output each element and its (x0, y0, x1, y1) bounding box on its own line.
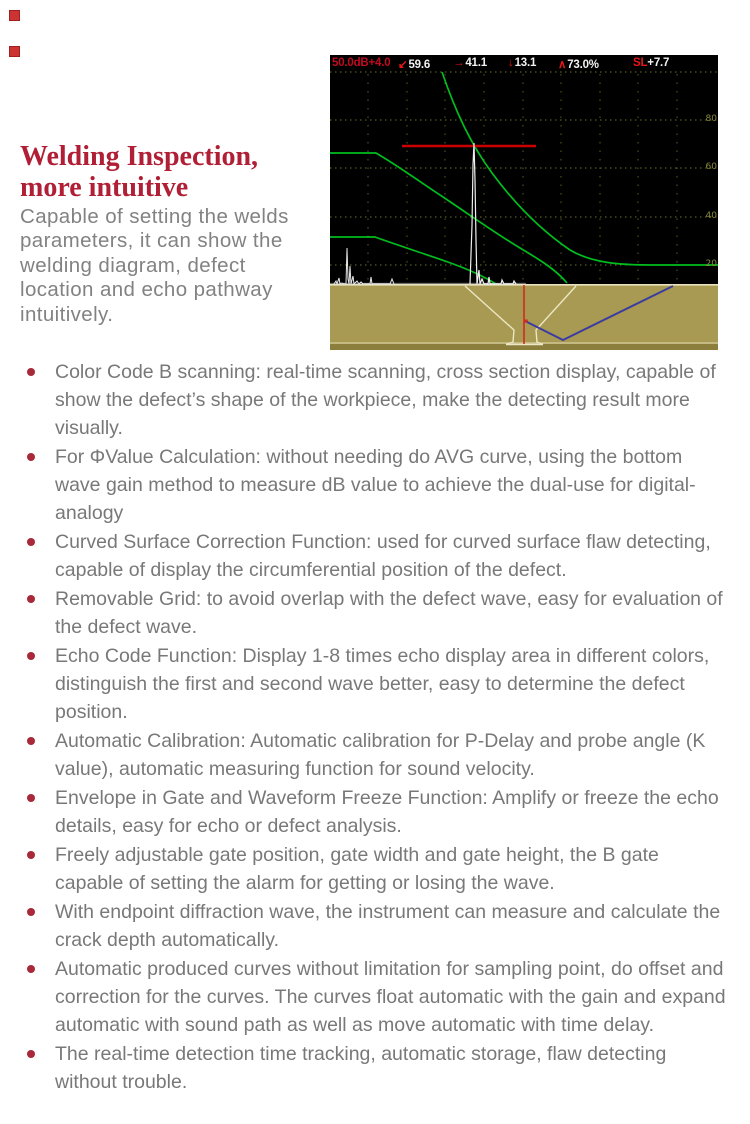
bullet-icon (27, 1050, 35, 1058)
scale-label: 40 (705, 211, 717, 221)
scale-label: 60 (705, 162, 717, 172)
list-item (20, 1040, 727, 1096)
feature-text: Freely adjustable gate position, gate width and gate height, the B gate capable of setting the alarm for getting or losing the wave. (55, 844, 659, 894)
bullet-icon (27, 965, 35, 973)
list-item (20, 841, 727, 897)
sound-path-readout (398, 57, 430, 71)
bullet-icon (27, 652, 35, 660)
list-item (20, 898, 727, 954)
gain-readout: 50.0dB+4.0 (332, 57, 391, 69)
page-title (20, 141, 320, 203)
list-item (20, 955, 727, 1039)
sl-value: +7.7 (647, 57, 670, 69)
feature-text: Color Code B scanning: real-time scanning, cross section display, capable of show the defect’s shape of the workpiece, make the detecting result more visually. (55, 361, 716, 439)
scale-label: 80 (705, 114, 717, 124)
amplitude-value: 73.0% (567, 59, 599, 71)
page-title-line1: Welding Inspection, (20, 140, 259, 172)
list-item (20, 443, 727, 527)
bullet-icon (27, 538, 35, 546)
sl-label: SL (633, 57, 648, 69)
amplitude-readout (558, 57, 599, 71)
down-arrow-icon: ↓ (508, 57, 514, 69)
feature-text: Automatic Calibration: Automatic calibration for P-Delay and probe angle (K value), automatic measuring function for sound velocity. (55, 730, 706, 780)
bullet-icon (27, 595, 35, 603)
bullet-icon (27, 851, 35, 859)
list-item (20, 642, 727, 726)
feature-text: Echo Code Function: Display 1-8 times echo display area in different colors, distinguish the first and second wave better, easy to determine the defect position. (55, 645, 710, 723)
feature-text: With endpoint diffraction wave, the instrument can measure and calculate the crack depth automatically. (55, 901, 721, 951)
bullet-icon (27, 368, 35, 376)
page-title-line2: more intuitive (20, 171, 189, 203)
bullet-icon (27, 453, 35, 461)
bullet-icon (27, 908, 35, 916)
feature-text: Curved Surface Correction Function: used for curved surface flaw detecting, capable of display the circumferential position of the defect. (55, 531, 711, 581)
amplitude-caret-icon: ∧ (558, 59, 567, 71)
feature-text: Removable Grid: to avoid overlap with the defect wave, easy for evaluation of the defect wave. (55, 588, 723, 638)
sound-path-arrow-icon: ↙ (398, 59, 408, 71)
scale-label: 20 (705, 259, 717, 269)
depth-readout (508, 57, 536, 69)
bullet-icon (27, 737, 35, 745)
sound-path-value: 59.6 (408, 59, 431, 71)
list-item (20, 528, 727, 584)
ascan-display (330, 55, 718, 350)
feature-list (20, 358, 732, 1097)
horizontal-distance-value: 41.1 (465, 57, 487, 69)
horizontal-distance-readout (453, 57, 487, 69)
broken-image-icon (9, 46, 20, 57)
list-item (20, 585, 727, 641)
instrument-screenshot (330, 55, 718, 350)
feature-text: For ΦValue Calculation: without needing do AVG curve, using the bottom wave gain method to measure dB value to achieve the dual-use for digital-analogy (55, 446, 696, 524)
right-arrow-icon: → (453, 57, 465, 69)
feature-text: The real-time detection time tracking, automatic storage, flaw detecting without trouble. (55, 1043, 667, 1093)
intro-paragraph: Capable of setting the welds parameters, it can show the welding diagram, defect location and echo pathway intuitively. (20, 204, 289, 326)
broken-image-icon (9, 10, 20, 21)
list-item (20, 727, 727, 783)
depth-value: 13.1 (514, 57, 537, 69)
feature-text: Envelope in Gate and Waveform Freeze Function: Amplify or freeze the echo details, easy for echo or defect analysis. (55, 787, 719, 837)
sl-readout (633, 57, 669, 69)
feature-text: Automatic produced curves without limitation for sampling point, do offset and correction for the curves. The curves float automatic with the gain and expand automatic with sound path as well as move automatic with time delay. (55, 958, 726, 1036)
list-item (20, 358, 727, 442)
list-item (20, 784, 727, 840)
bullet-icon (27, 794, 35, 802)
